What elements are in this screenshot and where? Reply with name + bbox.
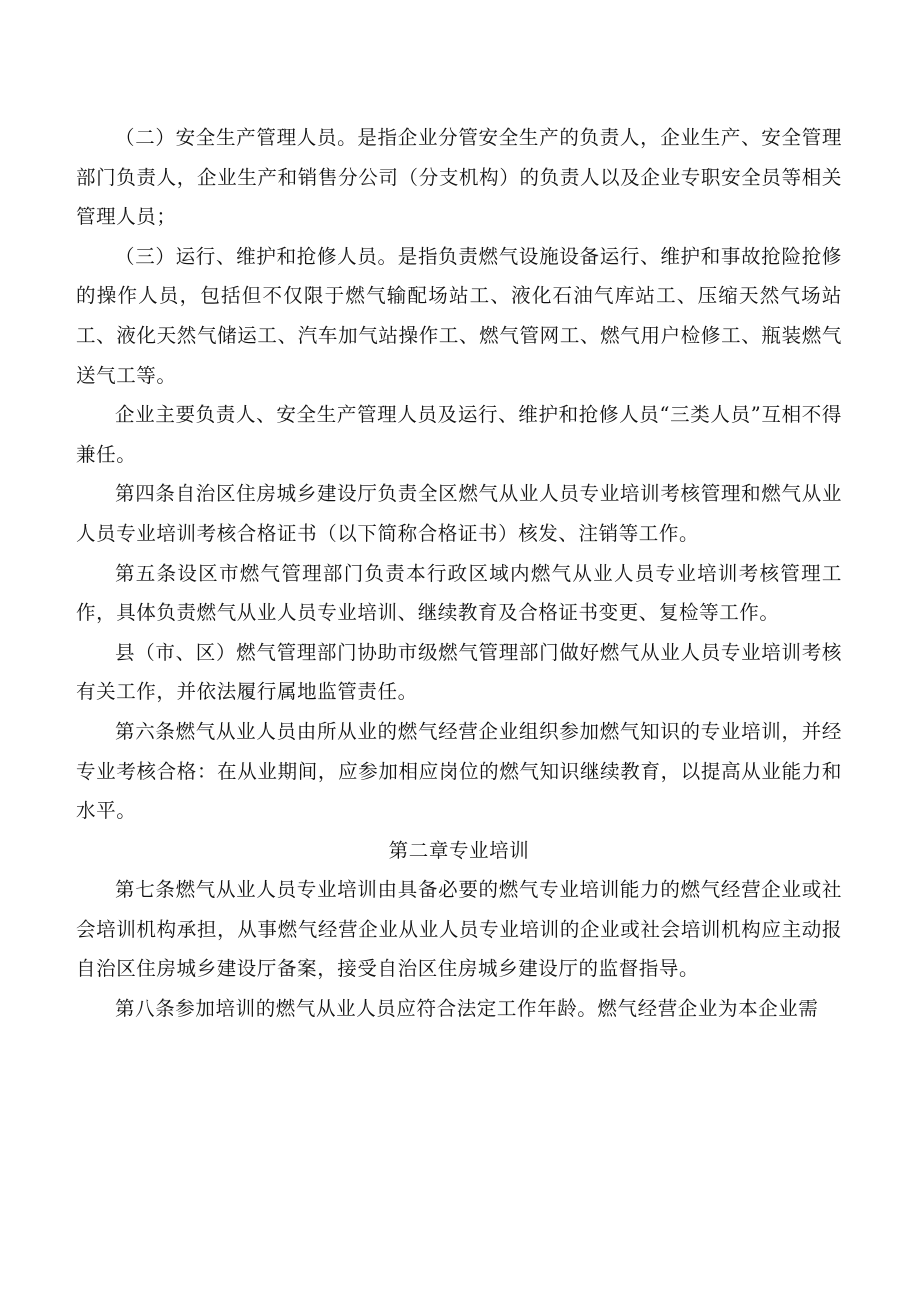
paragraph-article-5: 第五条设区市燃气管理部门负责本行政区域内燃气从业人员专业培训考核管理工作，具体负责燃气从业人员专业培训、继续教育及合格证书变更、复检等工作。 <box>76 561 842 625</box>
paragraph-article-6: 第六条燃气从业人员由所从业的燃气经营企业组织参加燃气知识的专业培训，并经专业考核合格：在从业期间，应参加相应岗位的燃气知识继续教育，以提高从业能力和水平。 <box>76 719 842 823</box>
paragraph-article-4: 第四条自治区住房城乡建设厅负责全区燃气从业人员专业培训考核管理和燃气从业人员专业培训考核合格证书（以下简称合格证书）核发、注销等工作。 <box>76 482 842 545</box>
paragraph-operation-staff: （三）运行、维护和抢修人员。是指负责燃气设施设备运行、维护和事故抢险抢修的操作人员，包括但不仅限于燃气输配场站工、液化石油气库站工、压缩天然气场站工、液化天然气储运工、汽车加气站操作工、燃气管网工、燃气用户检修工、瓶装燃气送气工等。 <box>76 244 842 387</box>
document-body <box>76 118 842 1029</box>
paragraph-county-departments: 县（市、区）燃气管理部门协助市级燃气管理部门做好燃气从业人员专业培训考核有关工作，并依法履行属地监管责任。 <box>76 640 842 704</box>
chapter-heading: 第二章专业培训 <box>388 838 530 862</box>
paragraph-safety-managers: （二）安全生产管理人员。是指企业分管安全生产的负责人，企业生产、安全管理部门负责人，企业生产和销售分公司（分支机构）的负责人以及企业专职安全员等相关管理人员； <box>76 126 842 229</box>
paragraph-article-7: 第七条燃气从业人员专业培训由具备必要的燃气专业培训能力的燃气经营企业或社会培训机构承担，从事燃气经营企业从业人员专业培训的企业或社会培训机构应主动报自治区住房城乡建设厅备案，接受自治区住房城乡建设厅的监督指导。 <box>76 878 842 981</box>
paragraph-no-concurrent-roles: 企业主要负责人、安全生产管理人员及运行、维护和抢修人员“三类人员”互相不得兼任。 <box>76 403 842 466</box>
paragraph-article-8: 第八条参加培训的燃气从业人员应符合法定工作年龄。燃气经营企业为本企业需 <box>115 997 819 1021</box>
